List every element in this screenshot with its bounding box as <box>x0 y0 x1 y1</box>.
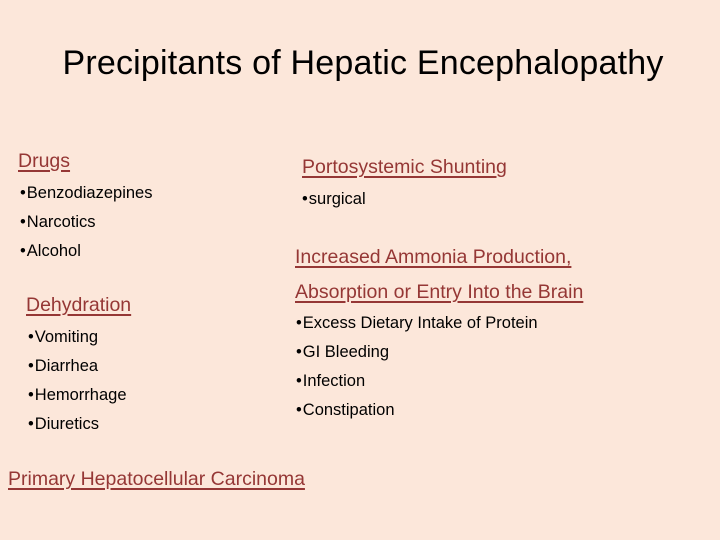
list-item: • Narcotics <box>20 208 152 237</box>
list-item: • Diuretics <box>28 410 127 439</box>
list-item: • GI Bleeding <box>296 338 538 367</box>
dehydration-list <box>28 323 127 439</box>
list-item: • Alcohol <box>20 237 152 266</box>
shunting-list <box>302 185 366 214</box>
list-item: • Infection <box>296 367 538 396</box>
list-item: • Diarrhea <box>28 352 127 381</box>
carcinoma-heading: Primary Hepatocellular Carcinoma <box>8 468 305 490</box>
slide-title: Precipitants of Hepatic Encephalopathy <box>62 44 664 82</box>
drugs-heading: Drugs <box>18 150 71 172</box>
ammonia-heading-line1: Increased Ammonia Production, <box>295 246 572 268</box>
list-item: • Constipation <box>296 396 538 425</box>
list-item: • Hemorrhage <box>28 381 127 410</box>
shunting-heading: Portosystemic Shunting <box>302 156 507 178</box>
list-item: • Excess Dietary Intake of Protein <box>296 309 538 338</box>
ammonia-heading-line2: Absorption or Entry Into the Brain <box>295 281 584 303</box>
list-item: • surgical <box>302 185 366 214</box>
ammonia-list <box>296 309 538 425</box>
list-item: • Vomiting <box>28 323 127 352</box>
dehydration-heading: Dehydration <box>26 294 132 316</box>
drugs-list <box>20 179 152 266</box>
list-item: • Benzodiazepines <box>20 179 152 208</box>
